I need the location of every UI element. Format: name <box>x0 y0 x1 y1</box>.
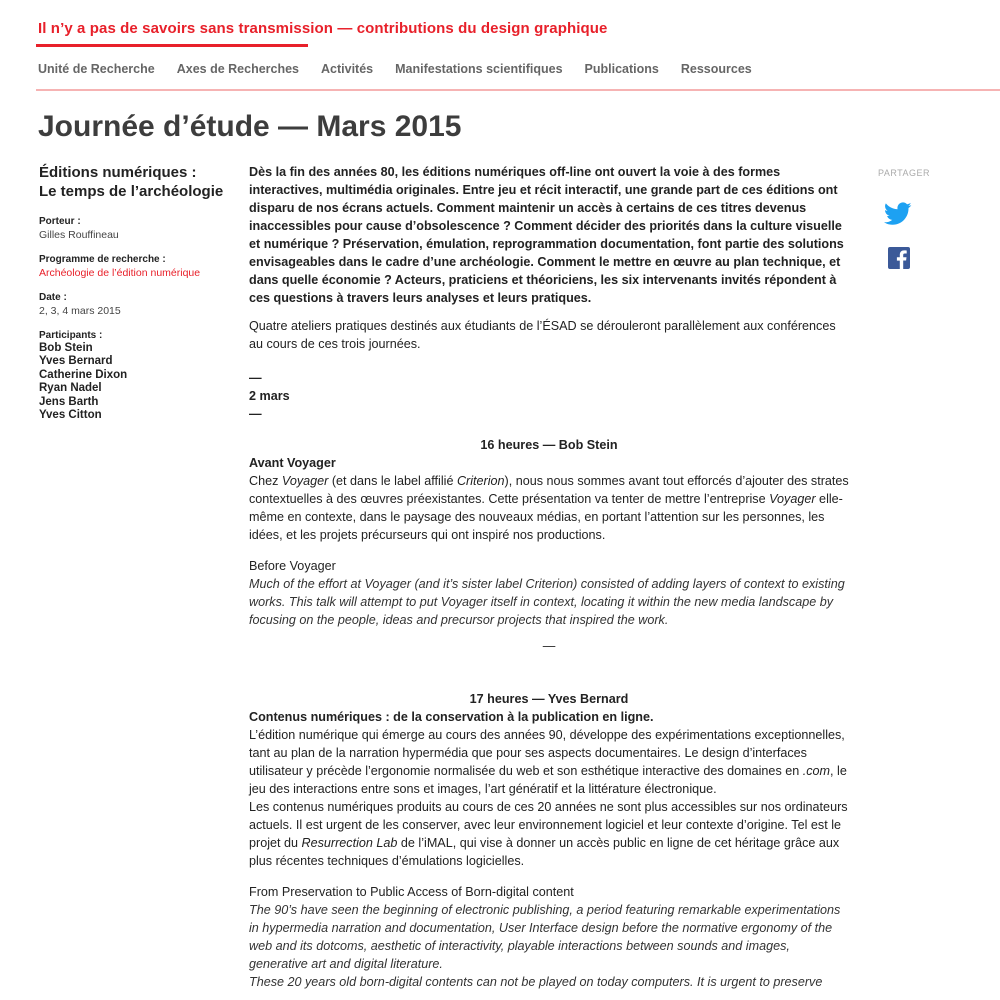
porteur-value: Gilles Rouffineau <box>39 229 119 241</box>
event-sidebar <box>39 163 239 422</box>
title-underline <box>36 44 308 47</box>
participant-item: Catherine Dixon <box>39 368 128 381</box>
site-title[interactable]: Il n’y a pas de savoirs sans transmission — contributions du design graphique <box>38 20 608 37</box>
share-label: PARTAGER <box>878 168 931 178</box>
page-title: Journée d’étude — Mars 2015 <box>38 110 462 143</box>
participants-list <box>39 342 239 422</box>
share-panel <box>878 168 931 178</box>
facebook-icon[interactable] <box>888 247 910 269</box>
participants-label: Participants : <box>39 330 103 341</box>
programme-link[interactable]: Archéologie de l’édition numérique <box>39 267 201 279</box>
programme-label: Programme de recherche : <box>39 254 166 265</box>
participant-item: Ryan Nadel <box>39 382 102 395</box>
talk-separator: — <box>542 639 556 653</box>
event-content <box>249 163 849 991</box>
nav-divider <box>36 89 1000 91</box>
nav-unite-de-recherche[interactable]: Unité de Recherche <box>38 62 155 76</box>
talk-time: 17 heures — Yves Bernard <box>469 692 629 706</box>
talk-title: Avant Voyager <box>249 456 336 470</box>
nav-activites[interactable]: Activités <box>321 62 374 76</box>
talk-description: L’édition numérique qui émerge au cours des années 90, développe des expérimentations exceptionnelles, tant au plan de la narration hypermédia que pour ses aspects documentaires. Le design d’interfaces utilisateur y précède l’ergonomie normalisée du web et son esthétique interactive des domaines en .com, le jeu des interactions entre sons et images, l’art génératif et la littérature électronique. <box>249 728 847 796</box>
talk-description: Les contenus numériques produits au cours de ces 20 années ne sont plus accessibles sur nos ordinateurs actuels. Il est urgent de les conserver, avec leur environnement logiciel et leur contexte d’origine. Tel est le projet du Resurrection Lab de l’iMAL, qui vise à donner un accès public en ligne de cet héritage grâce aux plus récentes techniques d’émulations logicielles. <box>249 800 848 868</box>
talk-english-text: Much of the effort at Voyager (and it’s sister label Criterion) consisted of adding layers of context to existing works. This talk will attempt to put Voyager itself in context, locating it within the new media landscape by focusing on the people, ideas and precursor projects that inspired the work. <box>249 577 845 627</box>
date-value: 2, 3, 4 mars 2015 <box>39 305 121 317</box>
talk-description: Chez Voyager (et dans le label affilié Criterion), nous nous sommes avant tout efforcés d’ajouter des strates contextuelles à des œuvres préexistantes. Cette présentation va tenter de mettre l’entreprise Voyager elle-même en contexte, dans le paysage des nouveaux médias, en portant l’attention sur les personnes, les idées, et les projets précurseurs qui ont inspiré nos productions. <box>249 474 849 542</box>
participant-item: Bob Stein <box>39 342 93 354</box>
ateliers-paragraph: Quatre ateliers pratiques destinés aux étudiants de l’ÉSAD se dérouleront parallèlement aux conférences au cours de ces trois journées. <box>249 319 836 351</box>
talk-time: 16 heures — Bob Stein <box>480 438 618 452</box>
talk-english-text: These 20 years old born-digital contents can not be played on today computers. It is urgent to preserve <box>249 975 823 989</box>
participant-item: Yves Citton <box>39 409 102 422</box>
participant-item: Jens Barth <box>39 395 99 408</box>
participant-item: Yves Bernard <box>39 355 113 368</box>
nav-manifestations-scientifiques[interactable]: Manifestations scientifiques <box>395 62 563 76</box>
nav-axes-de-recherches[interactable]: Axes de Recherches <box>176 62 300 76</box>
intro-paragraph: Dès la fin des années 80, les éditions numériques off-line ont ouvert la voie à des formes interactives, multimédia originales. Entre jeu et récit interactif, une grande part de ces éditions ont disparu de nos écrans actuels. Comment maintenir un accès à certains de ces titres devenus inaccessibles pour cause d’obsolescence ? Comment décider des priorités dans la culture visuelle et numérique ? Préservation, émulation, reprogrammation documentation, font partie des solutions envisageables dans le cadre d’une archéologie. Comment le mettre en œuvre au plan technique, et dans quelle économie ? Acteurs, praticiens et théoriciens, les six intervenants invités répondent à ces questions à travers leurs analyses et leurs pratiques. <box>249 165 844 305</box>
talk-english-title: From Preservation to Public Access of Born-digital content <box>249 885 574 899</box>
event-heading <box>39 163 239 201</box>
twitter-icon[interactable] <box>884 202 912 226</box>
day-dash-top: — <box>249 371 262 385</box>
talk-title: Contenus numériques : de la conservation à la publication en ligne. <box>249 710 654 724</box>
day-dash-bottom: — <box>249 407 262 421</box>
event-heading-line-2: Le temps de l’archéologie <box>39 183 224 200</box>
nav-publications[interactable]: Publications <box>584 62 659 76</box>
event-heading-line-1: Éditions numériques : <box>39 164 197 181</box>
porteur-label: Porteur : <box>39 216 81 227</box>
talk-english-title: Before Voyager <box>249 559 336 573</box>
nav-ressources[interactable]: Ressources <box>680 62 752 76</box>
main-nav <box>38 62 752 76</box>
day-label: 2 mars <box>249 389 290 403</box>
talk-english-text: The 90’s have seen the beginning of electronic publishing, a period featuring remarkable experimentations in hypermedia narration and documentation, User Interface design before the normative ergonomy of the web and its dotcoms, aesthetic of interactivity, playable interactions between sounds and images, generative art and digital literature. <box>249 903 841 971</box>
date-label: Date : <box>39 292 67 303</box>
